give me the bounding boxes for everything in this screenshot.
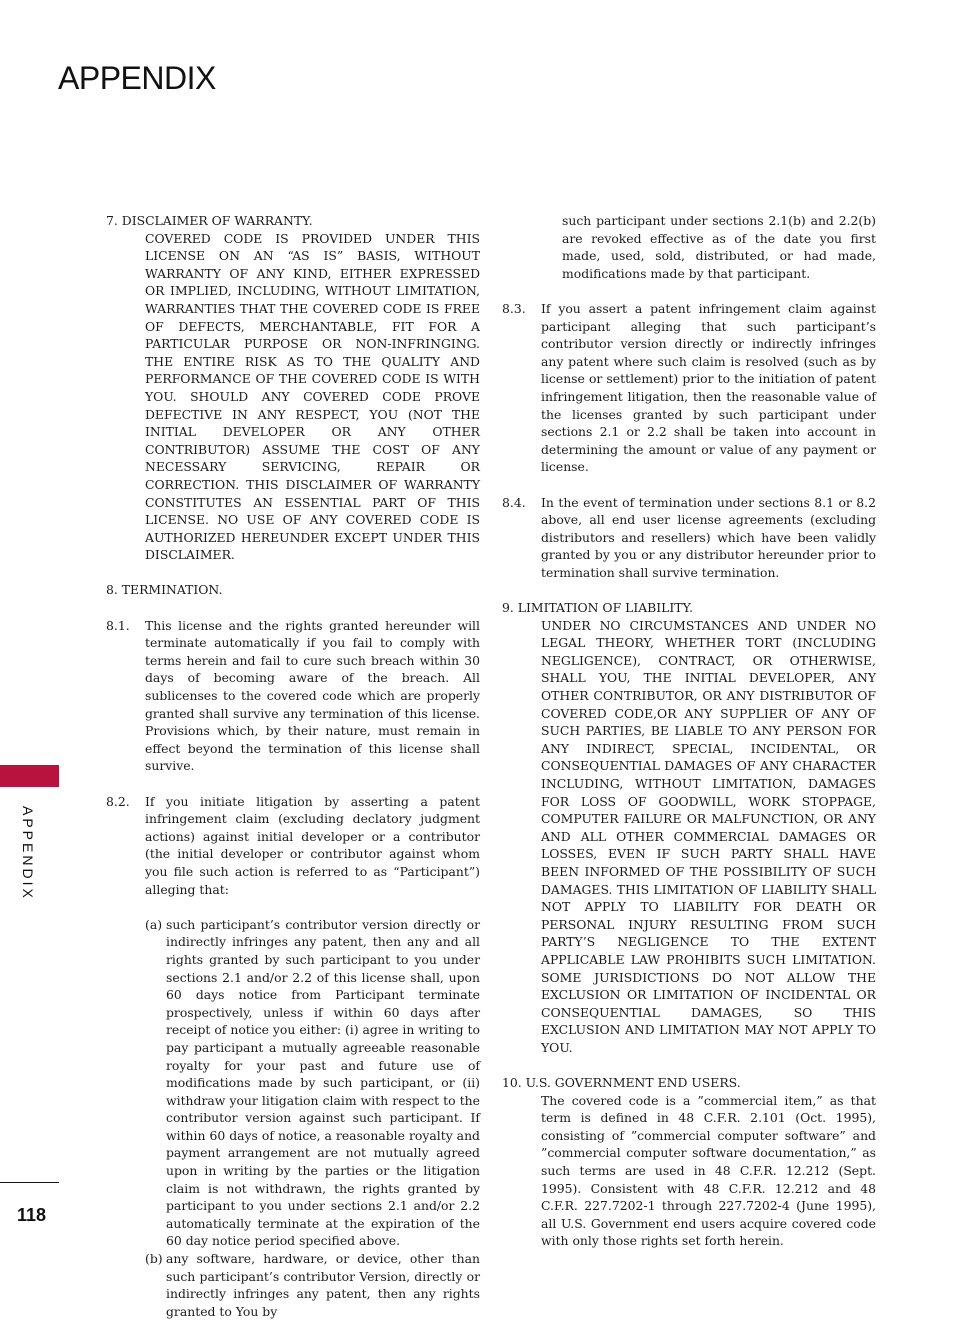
clause-8-2 bbox=[106, 793, 480, 899]
subclause-text: such participant’s contributor version directly or indirectly infringes any patent, then any and all rights granted by such participant to you under sections 2.1 and/or 2.2 of this license shall, upon 60 days notice from Participant terminate prospectively, unless if within 60 days after receipt of notice you either: (i) agree in writing to pay participant a mutually agreeable reasonable royalty for your past and future use of modifications made by such participant, or (ii) withdraw your litigation claim with respect to the contributor version against such participant. If within 60 days of notice, a reasonable royalty and payment arrangement are not mutually agreed upon in writing by the parties or the litigation claim is not withdrawn, the rights granted by participant to you under sections 2.1 and/or 2.2 automatically terminate at the expiration of the 60 day notice period specified above. bbox=[166, 916, 480, 1249]
subclause-letter: (a) bbox=[145, 916, 163, 932]
clause-text: If you assert a patent infringement claim against participant alleging that such participant’s contributor version directly or indirectly infringes any patent where such claim is resolved (such as by license or settlement) prior to the initiation of patent infringement litigation, then the reasonable value of the licenses granted by such participant under sections 2.1 or 2.2 shall be taken into account in determining the amount or value of any payment or license. bbox=[541, 300, 876, 475]
clause-number: 8.2. bbox=[106, 793, 130, 809]
clause-text: This license and the rights granted hereunder will terminate automatically if you fail to comply with terms herein and fail to cure such breach within 30 days of becoming aware of the breach. All sublicenses to the covered code which are properly granted shall survive any termination of this license. Provisions which, by their nature, must remain in effect beyond the termination of this license shall survive. bbox=[145, 617, 480, 774]
page-number: 118 bbox=[17, 1205, 47, 1225]
section-9-heading: 9. LIMITATION OF LIABILITY. bbox=[502, 600, 694, 616]
clause-8-3 bbox=[502, 300, 876, 476]
clause-8-1 bbox=[106, 617, 480, 775]
clause-text: If you initiate litigation by asserting a patent infringement claim (excluding declatory judgment actions) against initial developer or a contributor (the initial developer or contributor against whom you file such action is referred to as “Participant”) alleging that: bbox=[145, 793, 480, 897]
subclause-letter: (b) bbox=[145, 1251, 163, 1267]
section-tab-marker bbox=[0, 765, 59, 787]
section-10-heading: 10. U.S. GOVERNMENT END USERS. bbox=[502, 1075, 741, 1091]
section-7-body: COVERED CODE IS PROVIDED UNDER THIS LICENSE ON AN “AS IS” BASIS, WITHOUT WARRANTY OF ANY KIND, EITHER EXPRESSED OR IMPLIED, INCLUDING, WITHOUT LIMITATION, WARRANTIES THAT THE COVERED CODE IS FREE OF DEFECTS, MERCHANTABLE, FIT FOR A PARTICULAR PURPOSE OR NON-INFRINGING. THE ENTIRE RISK AS TO THE QUALITY AND PERFORMANCE OF THE COVERED CODE IS WITH YOU. SHOULD ANY COVERED CODE PROVE DEFECTIVE IN ANY RESPECT, YOU (NOT THE INITIAL DEVELOPER OR ANY OTHER CONTRIBUTOR) ASSUME THE COST OF ANY NECESSARY SERVICING, REPAIR OR CORRECTION. THIS DISCLAIMER OF WARRANTY CONSTITUTES AN ESSENTIAL PART OF THIS LICENSE. NO USE OF ANY COVERED CODE IS AUTHORIZED HEREUNDER EXCEPT UNDER THIS DISCLAIMER. bbox=[145, 230, 480, 563]
section-7-heading: 7. DISCLAIMER OF WARRANTY. bbox=[106, 213, 313, 228]
clause-8-4 bbox=[502, 494, 876, 582]
clause-8-2-b-continued: such participant under sections 2.1(b) and 2.2(b) are revoked effective as of the date you first made, used, sold, distributed, or had made, modifications made by that participant. bbox=[562, 213, 876, 281]
side-section-label: APPENDIX bbox=[20, 806, 36, 901]
subclause-text: any software, hardware, or device, other than such participant’s contributor Version, directly or indirectly infringes any patent, then any rights granted to You by bbox=[166, 1251, 480, 1319]
section-10-body: The covered code is a ”commercial item,” as that term is defined in 48 C.F.R. 2.101 (Oct. 1995), consisting of ”commercial computer software” and ”commercial computer software documentation,” as such terms are used in 48 C.F.R. 12.212 (Sept. 1995). Consistent with 48 C.F.R. 12.212 and 48 C.F.R. 227.7202-1 through 227.7202-4 (June 1995), all U.S. Government end users acquire covered code with only those rights set forth herein. bbox=[541, 1092, 876, 1249]
section-9-body: UNDER NO CIRCUMSTANCES AND UNDER NO LEGAL THEORY, WHETHER TORT (INCLUDING NEGLIGENCE), CONTRACT, OR OTHERWISE, SHALL YOU, THE INITIAL DEVELOPER, ANY OTHER CONTRIBUTOR, OR ANY DISTRIBUTOR OF COVERED CODE,OR ANY SUPPLIER OF ANY OF SUCH PARTIES, BE LIABLE TO ANY PERSON FOR ANY INDIRECT, SPECIAL, INCIDENTAL, OR CONSEQUENTIAL DAMAGES OF ANY CHARACTER INCLUDING, WITHOUT LIMITATION, DAMAGES FOR LOSS OF GOODWILL, WORK STOPPAGE, COMPUTER FAILURE OR MALFUNCTION, OR ANY AND ALL OTHER COMMERCIAL DAMAGES OR LOSSES, EVEN IF SUCH PARTY SHALL HAVE BEEN INFORMED OF THE POSSIBILITY OF SUCH DAMAGES. THIS LIMITATION OF LIABILITY SHALL NOT APPLY TO LIABILITY FOR DEATH OR PERSONAL INJURY RESULTING FROM SUCH PARTY’S NEGLIGENCE TO THE EXTENT APPLICABLE LAW PROHIBITS SUCH LIMITATION. SOME JURISDICTIONS DO NOT ALLOW THE EXCLUSION OR LIMITATION OF INCIDENTAL OR CONSEQUENTIAL DAMAGES, SO THIS EXCLUSION AND LIMITATION MAY NOT APPLY TO YOU. bbox=[541, 617, 876, 1055]
page-number-rule bbox=[0, 1182, 59, 1183]
clause-number: 8.1. bbox=[106, 617, 130, 633]
clause-number: 8.3. bbox=[502, 300, 526, 316]
clause-8-2-a bbox=[145, 916, 480, 1250]
clause-number: 8.4. bbox=[502, 494, 526, 510]
clause-text: In the event of termination under sections 8.1 or 8.2 above, all end user license agreements (excluding distributors and resellers) which have been validly granted by you or any distributor hereunder prior to termination shall survive termination. bbox=[541, 494, 876, 580]
section-8-heading: 8. TERMINATION. bbox=[106, 582, 223, 598]
right-column bbox=[502, 212, 876, 1250]
left-column bbox=[106, 212, 480, 1320]
page-title: APPENDIX bbox=[58, 60, 216, 96]
clause-8-2-b bbox=[145, 1250, 480, 1320]
